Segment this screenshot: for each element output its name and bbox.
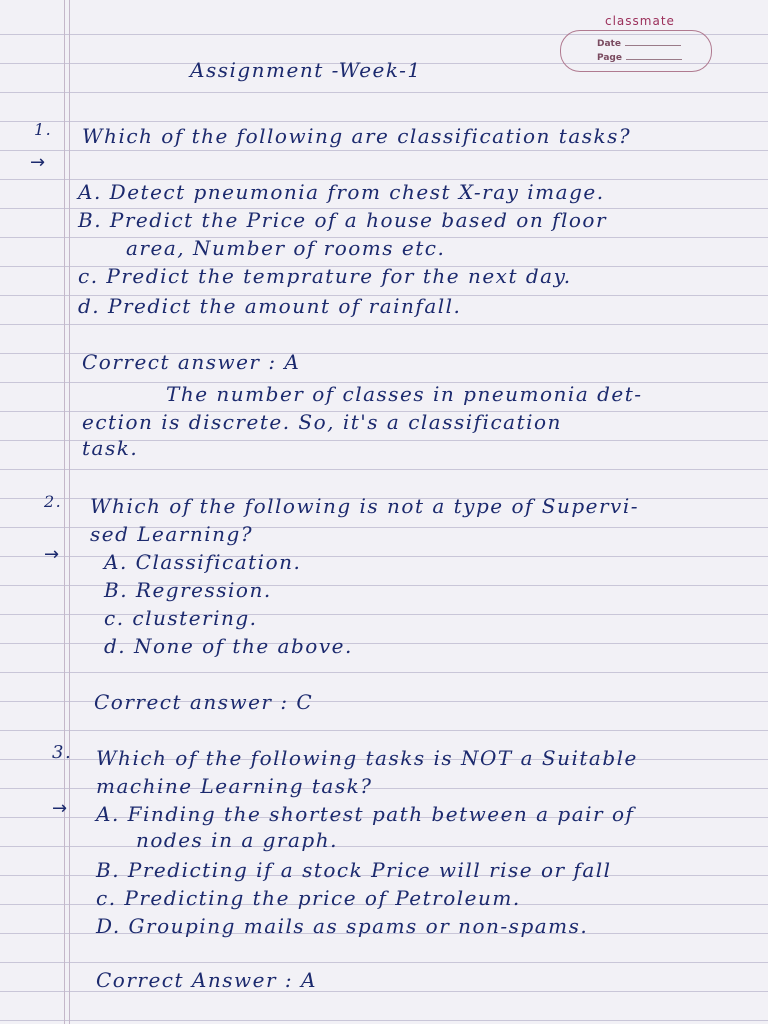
date-field: Date [597,39,681,49]
question-number: 3. [52,742,73,763]
option-d: d. None of the above. [104,634,353,658]
question-number: 1. [34,120,53,139]
arrow-icon: → [30,152,46,173]
question-text: Which of the following tasks is NOT a Suitable [96,746,638,770]
correct-answer: Correct Answer : A [96,968,317,992]
arrow-icon: → [44,544,60,565]
option-b: B. Predict the Price of a house based on floor [78,208,608,232]
option-c: c. clustering. [104,606,258,630]
arrow-icon: → [52,798,68,819]
margin-line [64,0,65,1024]
explanation-line: The number of classes in pneumonia det- [166,382,643,406]
question-text-cont: sed Learning? [90,522,254,546]
option-b: B. Regression. [104,578,272,602]
margin-line [69,0,70,1024]
date-page-box [560,30,712,72]
correct-answer: Correct answer : A [82,350,301,374]
page-title: Assignment -Week-1 [190,58,422,82]
option-b: B. Predicting if a stock Price will rise or fall [96,858,612,882]
option-c: c. Predict the temprature for the next day. [78,264,572,288]
question-number: 2. [44,492,63,511]
page-field: Page [597,53,682,63]
option-a-cont: nodes in a graph. [136,828,338,852]
option-a: A. Classification. [104,550,302,574]
option-d: d. Predict the amount of rainfall. [78,294,462,318]
explanation-line: ection is discrete. So, it's a classification [82,410,562,434]
question-text: Which of the following are classification tasks? [82,124,632,148]
question-text: Which of the following is not a type of Supervi- [90,494,640,518]
explanation-line: task. [82,436,139,460]
brand-logo: classmate [605,14,675,28]
question-text-cont: machine Learning task? [96,774,373,798]
option-a: A. Finding the shortest path between a pair of [96,802,635,826]
option-a: A. Detect pneumonia from chest X-ray image. [78,180,605,204]
option-c: c. Predicting the price of Petroleum. [96,886,521,910]
correct-answer: Correct answer : C [94,690,314,714]
option-d: D. Grouping mails as spams or non-spams. [96,914,589,938]
option-b-cont: area, Number of rooms etc. [126,236,446,260]
